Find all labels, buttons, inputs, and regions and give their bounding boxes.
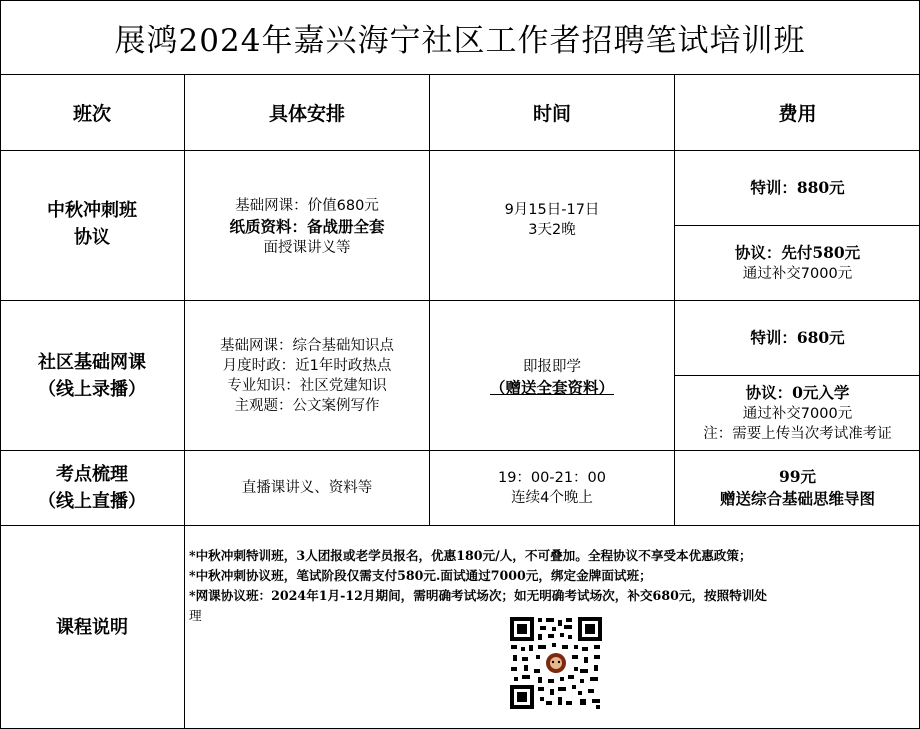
row3-fee (675, 451, 920, 525)
row2-name (0, 301, 184, 450)
row1-fee-agreement-line2: 通过补交7000元 (742, 266, 853, 282)
row2-time-gift: （赠送全套资料） (489, 377, 614, 397)
row3-time-line1: 19：00-21：00 (497, 470, 607, 486)
row2-fee-agreement-line2: 通过补交7000元 (742, 406, 853, 422)
row2-fee-agreement-note: 注：需要上传当次考试准考证 (703, 426, 892, 442)
note-line-1: *中秋冲刺特训班，3人团报或老学员报名，优惠180元/人，不可叠加。全程协议不享受本优惠政策； (189, 548, 752, 563)
row3-name-line2: （线上直播） (38, 491, 146, 512)
notes-label (0, 526, 184, 728)
page-title (0, 0, 920, 75)
row1-arrangement-line1: 基础网课：价值680元 (235, 197, 379, 214)
row1-fee-agreement-line1: 协议：先付580元 (734, 243, 861, 262)
notes-label-text: 课程说明 (56, 616, 128, 638)
row3-name-line1: 考点梳理 (56, 464, 128, 485)
row1-time (430, 151, 674, 300)
row1-fee-special (675, 151, 920, 225)
header-time-text: 时间 (532, 103, 571, 125)
note-line-4: 理 (189, 608, 202, 623)
row3-name (0, 451, 184, 525)
row2-arrangement-line4: 主观题：公文案例写作 (234, 397, 380, 414)
qr-finder-tl (510, 617, 534, 641)
header-time (430, 75, 674, 150)
row2-fee-special (675, 301, 920, 375)
notes-content (189, 546, 914, 626)
row2-arrangement-line3: 专业知识：社区党建知识 (227, 377, 387, 394)
row1-name-line1: 中秋冲刺班 (47, 199, 137, 221)
row1-arrangement-line3: 面授课讲义等 (263, 239, 351, 256)
row2-name-line1: 社区基础网课 (38, 351, 146, 373)
row2-fee-agreement-line1: 协议：0元入学 (745, 383, 850, 402)
row2-arrangement-line1: 基础网课：综合基础知识点 (220, 337, 394, 354)
row3-fee-gift: 赠送综合基础思维导图 (719, 489, 875, 508)
qr-finder-bl (510, 685, 534, 709)
header-arrangement (185, 75, 429, 150)
row2-time-line1: 即报即学 (523, 358, 581, 375)
row3-arrangement-text: 直播课讲义、资料等 (241, 480, 373, 496)
qr-finder-tr (578, 617, 602, 641)
qr-code-icon (508, 615, 604, 711)
row2-name-line2: （线上录播） (38, 378, 146, 400)
row1-arrangement-line2: 纸质资料：备战册全套 (229, 216, 385, 236)
header-fee (675, 75, 920, 150)
header-arrangement-text: 具体安排 (268, 103, 345, 125)
row1-fee-agreement (675, 226, 920, 300)
header-fee-text: 费用 (778, 103, 817, 125)
row3-fee-price: 99元 (778, 467, 817, 486)
row1-time-line2: 3天2晚 (528, 221, 576, 238)
row3-time (430, 451, 674, 525)
row1-name (0, 151, 184, 300)
header-class (0, 75, 184, 150)
page-title-text: 展鸿2024年嘉兴海宁社区工作者招聘笔试培训班 (114, 23, 806, 59)
row2-time (430, 301, 674, 450)
row2-fee-agreement (675, 376, 920, 450)
row2-fee-special-text: 特训：680元 (750, 328, 845, 347)
row1-time-line1: 9月15日-17日 (504, 201, 600, 218)
header-class-text: 班次 (72, 103, 111, 125)
row2-arrangement (185, 301, 429, 450)
row1-name-line2: 协议 (74, 226, 110, 248)
row2-arrangement-line2: 月度时政：近1年时政热点 (222, 357, 392, 374)
note-line-2: *中秋冲刺协议班，笔试阶段仅需支付580元.面试通过7000元，绑定金牌面试班； (189, 568, 652, 583)
row3-time-line2: 连续4个晚上 (511, 490, 593, 506)
note-line-3: *网课协议班：2024年1月-12月期间，需明确考试场次；如无明确考试场次，补交680元，按照特训处 (189, 588, 768, 603)
qr-center-logo (544, 651, 568, 675)
row1-arrangement (185, 151, 429, 300)
row3-arrangement (185, 451, 429, 525)
row1-fee-special-text: 特训：880元 (750, 178, 845, 197)
